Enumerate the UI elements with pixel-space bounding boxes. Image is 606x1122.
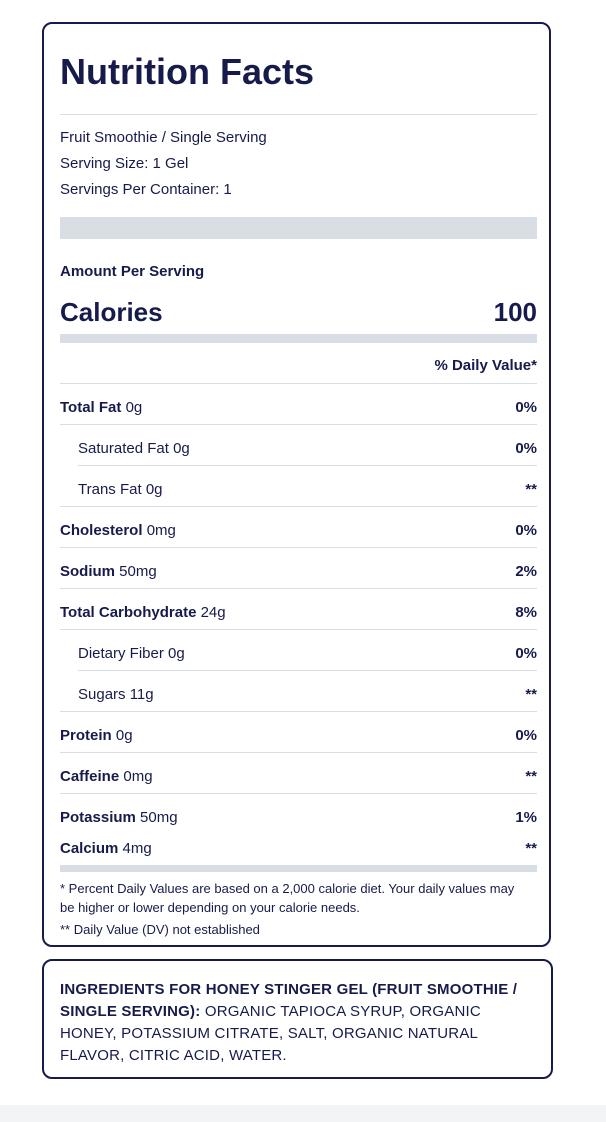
nutrient-name: Sodium: [60, 563, 115, 580]
footnote-daily-values: * Percent Daily Values are based on a 2,000 calorie diet. Your daily values may be higher or lower depending on your calorie needs.: [60, 881, 515, 915]
nutrient-amount: 0g: [173, 440, 190, 457]
nutrient-name: Sugars: [78, 686, 126, 703]
divider: [60, 114, 537, 115]
nutrient-name: Protein: [60, 727, 112, 744]
medium-divider: [60, 865, 537, 872]
nutrient-row-saturated-fat: [60, 440, 537, 458]
nutrient-name: Total Carbohydrate: [60, 604, 197, 621]
nutrient-name: Cholesterol: [60, 522, 143, 539]
divider: [60, 424, 537, 425]
divider: [60, 547, 537, 548]
nutrient-row-caffeine: [60, 768, 537, 786]
nutrient-row-total-fat: [60, 399, 537, 417]
divider: [60, 383, 537, 384]
divider: [78, 465, 537, 466]
nutrient-amount: 50mg: [119, 563, 157, 580]
nutrient-name: Saturated Fat: [78, 440, 169, 457]
nutrient-dv: **: [525, 768, 537, 785]
serving-size: Serving Size: 1 Gel: [60, 155, 189, 172]
nutrient-row-protein: [60, 727, 537, 745]
divider: [60, 752, 537, 753]
ingredients-heading: INGREDIENTS FOR HONEY STINGER GEL (FRUIT SMOOTHIE / SINGLE SERVING):: [60, 981, 518, 1020]
calories-label: Calories: [60, 297, 163, 327]
nutrient-name: Total Fat: [60, 399, 122, 416]
nutrient-row-sugars: [60, 686, 537, 704]
nutrient-name: Potassium: [60, 809, 136, 826]
medium-divider: [60, 334, 537, 343]
nutrient-amount: 11g: [129, 686, 154, 703]
thick-divider: [60, 217, 537, 239]
nutrient-row-calcium: [60, 840, 537, 858]
page-title: Nutrition Facts: [60, 51, 315, 92]
nutrient-dv: 0%: [515, 522, 537, 539]
footnote-dv-not-established: ** Daily Value (DV) not established: [60, 922, 260, 937]
calories-value: 100: [493, 297, 537, 327]
nutrient-amount: 50mg: [140, 809, 178, 826]
daily-value-header: % Daily Value*: [434, 357, 537, 374]
nutrient-row-dietary-fiber: [60, 645, 537, 663]
nutrient-amount: 0g: [125, 399, 143, 416]
page-bottom-band: [0, 1105, 606, 1122]
nutrient-dv: **: [525, 481, 537, 498]
nutrient-amount: 24g: [200, 604, 226, 621]
ingredients-list: ORGANIC TAPIOCA SYRUP, ORGANIC HONEY, POTASSIUM CITRATE, SALT, ORGANIC NATURAL FLAVOR, CITRIC ACID, WATER.: [60, 1003, 481, 1064]
nutrient-amount: 0g: [115, 727, 133, 744]
nutrient-amount: 0mg: [123, 768, 153, 785]
amount-per-serving: Amount Per Serving: [60, 263, 205, 280]
nutrient-dv: 0%: [515, 645, 537, 662]
divider: [78, 670, 537, 671]
nutrient-dv: 8%: [515, 604, 537, 621]
nutrient-name: Caffeine: [60, 768, 120, 785]
nutrient-dv: 0%: [515, 440, 537, 457]
nutrient-dv: 0%: [515, 727, 537, 744]
divider: [60, 506, 537, 507]
nutrient-row-sodium: [60, 563, 537, 581]
nutrient-row-trans-fat: [60, 481, 537, 499]
nutrient-name: Dietary Fiber: [78, 645, 164, 662]
nutrient-amount: 0mg: [146, 522, 176, 539]
product-name: Fruit Smoothie / Single Serving: [60, 129, 267, 146]
nutrient-dv: **: [525, 686, 537, 703]
nutrient-amount: 0g: [145, 481, 163, 498]
divider: [60, 588, 537, 589]
nutrient-amount: 4mg: [122, 840, 152, 857]
nutrient-dv: 0%: [515, 399, 537, 416]
nutrient-amount: 0g: [168, 645, 185, 662]
servings-per-container: Servings Per Container: 1: [60, 181, 232, 198]
nutrient-row-cholesterol: [60, 522, 537, 540]
ingredients-text: [60, 979, 530, 1067]
nutrient-name: Calcium: [60, 840, 119, 857]
divider: [60, 711, 537, 712]
divider: [60, 793, 537, 794]
nutrient-row-total-carbohydrate: [60, 604, 537, 622]
divider: [60, 629, 537, 630]
nutrient-dv: 1%: [515, 809, 537, 826]
nutrient-row-potassium: [60, 809, 537, 827]
nutrient-dv: **: [525, 840, 537, 857]
nutrient-name: Trans Fat: [78, 481, 142, 498]
nutrient-dv: 2%: [515, 563, 537, 580]
